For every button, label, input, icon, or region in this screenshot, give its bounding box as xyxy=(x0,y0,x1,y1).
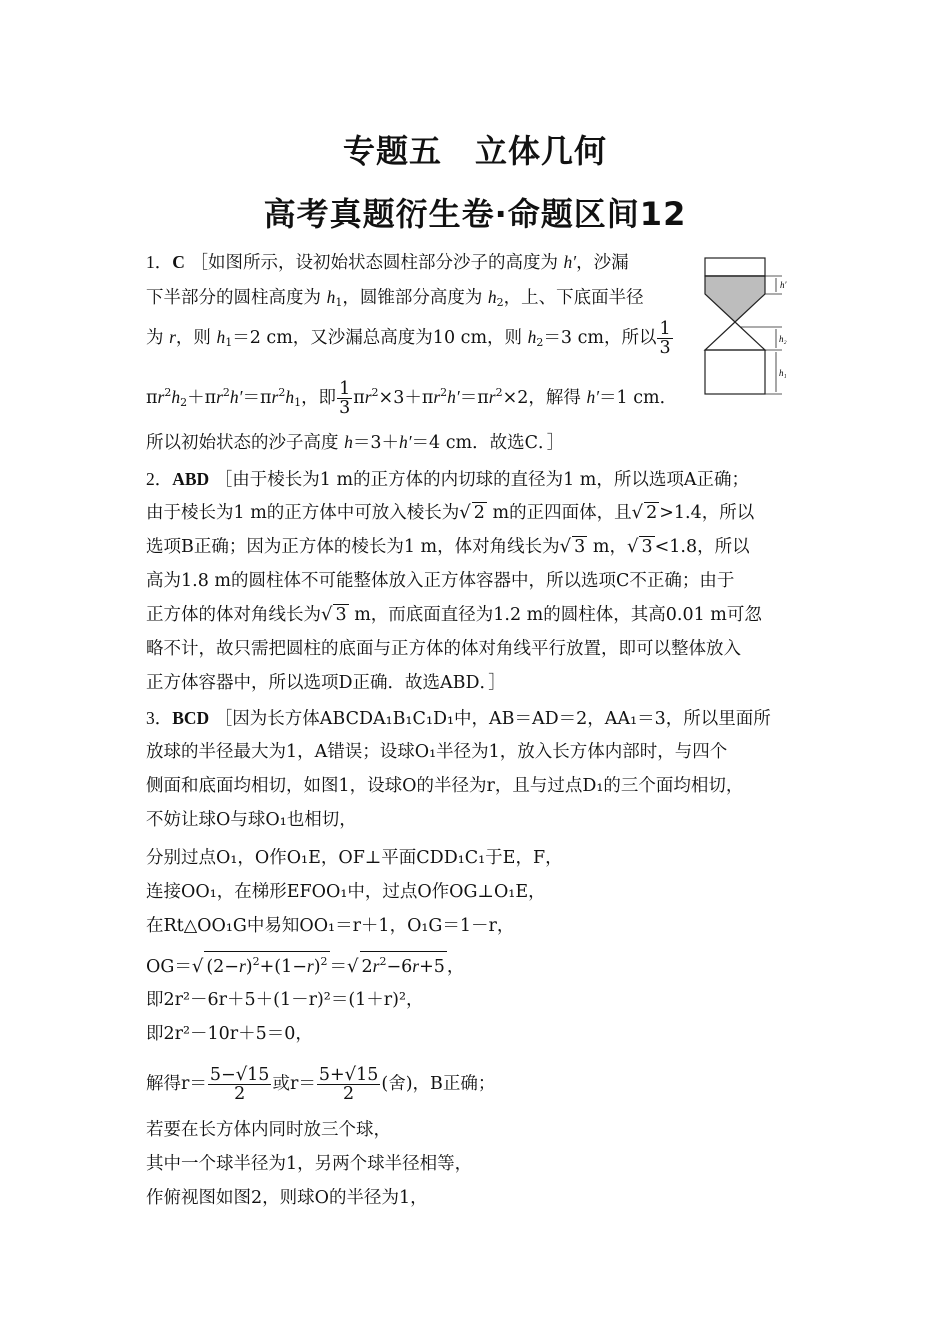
fraction: $\frac{5+√15}{2}$ xyxy=(318,1064,379,1104)
q2-line-1 xyxy=(146,467,749,492)
q1-text: ＝1 cm． xyxy=(599,388,678,408)
label-h1: h₁ xyxy=(779,368,787,378)
q2-answer: ABD xyxy=(172,469,210,489)
q3-answer: BCD xyxy=(172,708,210,728)
q3-line-5 xyxy=(146,846,563,870)
q2-text: m，而底面直径为1.2 m的圆柱体，其高0.01 m可忽 xyxy=(348,605,762,625)
q3-text: 其中一个球半径为1，另两个球半径相等， xyxy=(146,1154,473,1174)
q3-text: 不妨让球O与球O₁也相切， xyxy=(146,810,357,830)
q1-line-3: 为 r，则 $h_1=2$ cm，又沙漏总高度为10 cm，则 $h_2=3$ cm，所以 $\frac{1}{3}$ xyxy=(146,319,671,358)
q1-line-2: 下半部分的圆柱高度为 $h_1$，圆锥部分高度为 $h_2$，上、下底面半径 xyxy=(146,287,644,309)
q3-line-2 xyxy=(146,740,727,764)
q3-text: (舍)，B正确； xyxy=(381,1074,496,1094)
q3-text: 即2r²－6r＋5＋(1－r)²＝(1＋r)²， xyxy=(146,990,424,1010)
q3-number: 3． xyxy=(146,708,173,728)
q3-text: 解得r＝ xyxy=(146,1074,207,1094)
q3-text: OG＝ xyxy=(146,957,192,977)
q1-number: 1． xyxy=(146,252,173,272)
label-h-prime: h′ xyxy=(780,280,787,290)
q2-text: 由于棱长为1 m的正方体中可放入棱长为 xyxy=(146,503,460,523)
q3-line-9 xyxy=(146,988,424,1012)
q3-line-4 xyxy=(146,808,357,832)
q1-text: ，则 xyxy=(175,328,211,348)
q2-line-3: 选项B正确；因为正方体的棱长为1 m，体对角线长为√ 3 m，√ 3 <1.8，所以 xyxy=(146,536,750,557)
q2-text: <1.8，所以 xyxy=(654,537,750,557)
q1-text: 所以初始状态的沙子高度 xyxy=(146,433,339,453)
q3-text: ［因为长方体ABCDA₁B₁C₁D₁中，AB＝AD＝2，AA₁＝3，所以里面所 xyxy=(214,709,771,729)
q1-text: ，上、下底面半径 xyxy=(503,288,644,308)
q3-text: 若要在长方体内同时放三个球， xyxy=(146,1120,391,1140)
q3-line-8: OG＝√ $(2-r)^2+(1-r)^2$ ＝√ $2r^2-6r+5$ ， xyxy=(146,951,464,979)
fraction: $\frac{1}{3}$ xyxy=(659,319,671,358)
q3-line-3 xyxy=(146,774,743,798)
chapter-title: 专题五 立体几何 xyxy=(342,132,607,170)
q1-text: ［如图所示，设初始状态圆柱部分沙子的高度为 xyxy=(190,253,558,273)
q2-number: 2． xyxy=(146,469,173,489)
q1-text: 下半部分的圆柱高度为 xyxy=(146,288,321,308)
q2-text: ［由于棱长为1 m的正方体的内切球的直径为1 m，所以选项A正确； xyxy=(214,470,749,490)
q1-line-5: 所以初始状态的沙子高度 h＝3＋h′＝4 cm．故选C．］ xyxy=(146,432,565,453)
q3-line-11 xyxy=(146,1066,495,1103)
q3-text: 或r＝ xyxy=(272,1074,316,1094)
q3-text: 即2r²－10r＋5＝0， xyxy=(146,1024,313,1044)
q1-text: ＝3＋ xyxy=(352,433,399,453)
hourglass-figure xyxy=(700,250,800,400)
q1-text: ，圆锥部分高度为 xyxy=(342,288,483,308)
q3-text: 分别过点O₁，O作O₁E，OF⊥平面CDD₁C₁于E，F， xyxy=(146,848,563,868)
q3-text: ＝ xyxy=(329,957,348,977)
q3-text: 连接OO₁，在梯形EFOO₁中，过点O作OG⊥O₁E， xyxy=(146,882,546,902)
q1-line-4: $\pi r^2h_2+\pi r^2h'=\pi r^2h_1$，即 $\frac{1}{3}$ $\pi r^2\times 3+\pi r^2h'=\pi r^2\times 2$，解得 h′＝1 cm． xyxy=(146,379,678,418)
q2-line-5: 正方体的体对角线长为√ 3 m，而底面直径为1.2 m的圆柱体，其高0.01 m可忽 xyxy=(146,604,762,625)
q3-line-6 xyxy=(146,880,546,904)
q1-text: ＝4 cm．故选C．］ xyxy=(411,433,565,453)
q3-line-14 xyxy=(146,1186,428,1210)
label-h2: h₂ xyxy=(779,334,787,344)
q2-line-6 xyxy=(146,637,741,661)
q1-line-1: 1．C ［如图所示，设初始状态圆柱部分沙子的高度为 h′，沙漏 xyxy=(146,252,629,273)
fraction: $\frac{5-√15}{2}$ xyxy=(209,1064,270,1104)
q3-line-1 xyxy=(146,706,771,731)
q3-text: 放球的半径最大为1，A错误；设球O₁半径为1，放入长方体内部时，与四个 xyxy=(146,742,728,762)
q2-text: 选项B正确；因为正方体的棱长为1 m，体对角线长为 xyxy=(146,537,560,557)
q2-text: m， xyxy=(587,537,627,557)
q3-line-10 xyxy=(146,1022,313,1046)
q1-text: ＝2 cm，又沙漏总高度为10 cm，则 xyxy=(232,328,523,348)
q1-text: ＝3 cm，所以 xyxy=(543,328,657,348)
q3-text: 侧面和底面均相切，如图1，设球O的半径为r，且与过点D₁的三个面均相切， xyxy=(146,776,744,796)
q2-line-4 xyxy=(146,569,734,593)
q1-text: 为 xyxy=(146,328,164,348)
q1-text: ，沙漏 xyxy=(576,253,629,273)
q2-text: 高为1.8 m的圆柱体不可能整体放入正方体容器中，所以选项C不正确；由于 xyxy=(146,571,735,591)
q2-text: 正方体的体对角线长为 xyxy=(146,605,321,625)
q2-text: 略不计，故只需把圆柱的底面与正方体的体对角线平行放置，即可以整体放入 xyxy=(146,639,741,659)
fraction: $\frac{1}{3}$ xyxy=(339,379,351,418)
q3-line-13 xyxy=(146,1152,472,1176)
q1-answer: C xyxy=(172,252,185,272)
q2-text: >1.4，所以 xyxy=(659,503,755,523)
q3-line-7 xyxy=(146,914,514,938)
q3-text: 在Rt△OO₁G中易知OO₁＝r＋1，O₁G＝1－r， xyxy=(146,916,515,936)
q2-line-2: 由于棱长为1 m的正方体中可放入棱长为√ 2 m的正四面体，且√ 2 >1.4，所以 xyxy=(146,502,755,523)
q2-line-7 xyxy=(146,671,506,695)
q2-text: m的正四面体，且 xyxy=(486,503,632,523)
q3-line-12 xyxy=(146,1118,391,1142)
section-title: 高考真题衍生卷·命题区间12 xyxy=(263,195,687,233)
q3-text: ， xyxy=(446,957,465,977)
q3-text: 作俯视图如图2，则球O的半径为1， xyxy=(146,1188,428,1208)
q2-text: 正方体容器中，所以选项D正确．故选ABD．］ xyxy=(146,673,506,693)
